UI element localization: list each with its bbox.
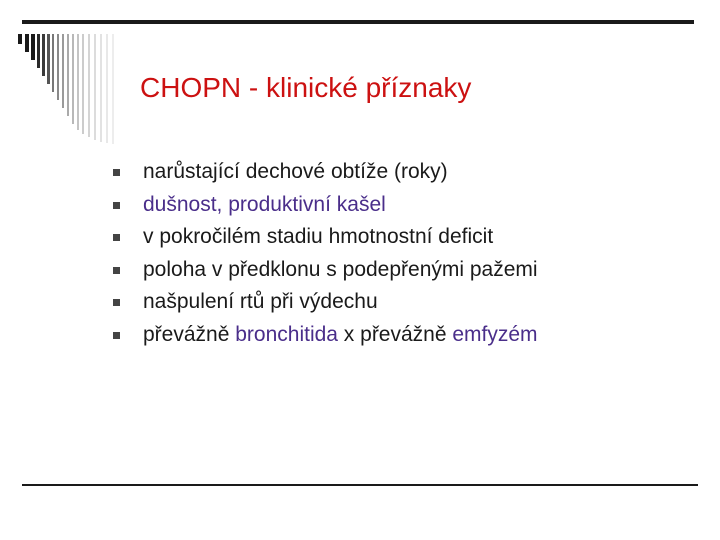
bullet-text-part: převážně — [143, 322, 236, 346]
list-item — [112, 286, 538, 319]
top-rule — [22, 20, 694, 24]
bullet-term-emfyzem: emfyzém — [452, 322, 538, 346]
list-item — [112, 221, 538, 254]
list-item — [112, 156, 538, 189]
bullet-text: dušnost, produktivní kašel — [143, 192, 386, 216]
square-bullet-icon — [113, 332, 120, 339]
square-bullet-icon — [113, 234, 120, 241]
square-bullet-icon — [113, 299, 120, 306]
slide-title: CHOPN - klinické příznaky — [140, 72, 472, 103]
bottom-rule — [22, 484, 698, 486]
bullet-term-bronchitida: bronchitida — [235, 322, 338, 346]
bullet-text: narůstající dechové obtíže (roky) — [143, 160, 448, 183]
bullet-text-part: x převážně — [337, 322, 453, 346]
decorative-stripes-graphic — [18, 34, 128, 144]
bullet-text: našpulení rtů při výdechu — [143, 290, 378, 313]
list-item — [112, 254, 538, 287]
square-bullet-icon — [113, 202, 120, 209]
list-item — [112, 319, 538, 352]
list-item — [112, 189, 538, 222]
bullet-text: v pokročilém stadiu hmotnostní deficit — [143, 225, 494, 248]
square-bullet-icon — [113, 267, 120, 274]
bullet-text: poloha v předklonu s podepřenými pažemi — [143, 257, 538, 281]
bullet-list — [112, 156, 538, 351]
square-bullet-icon — [113, 169, 120, 176]
